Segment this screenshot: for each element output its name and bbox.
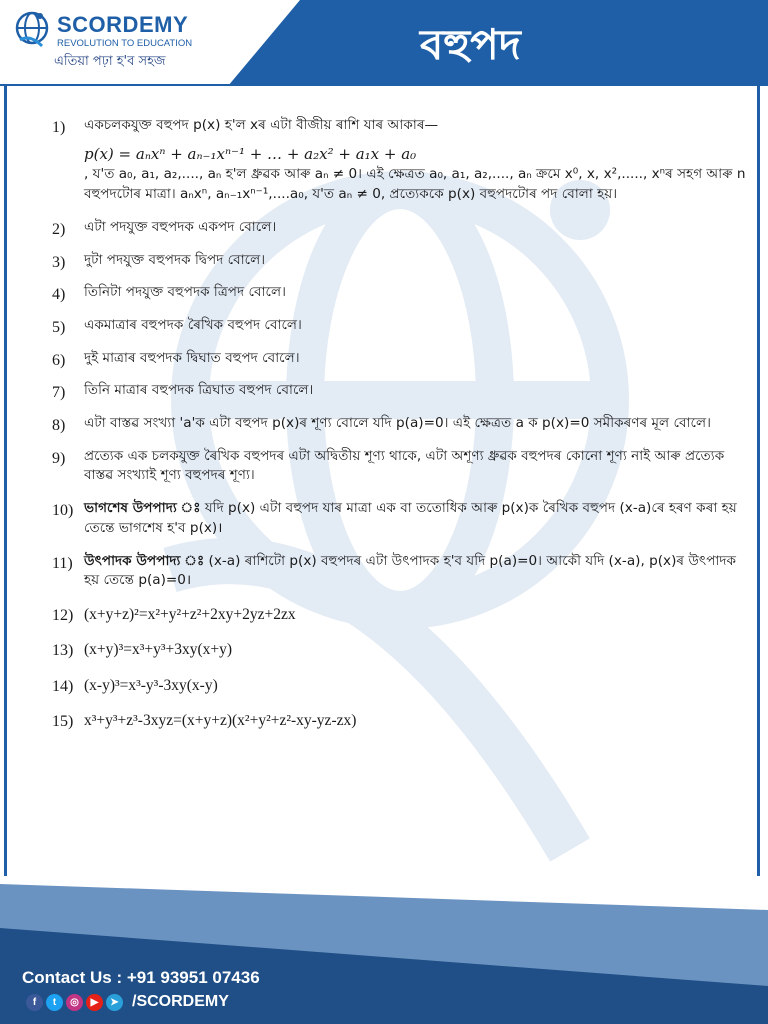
- instagram-icon[interactable]: ◎: [66, 994, 83, 1011]
- item-number: 7): [52, 384, 66, 402]
- brand-name: SCORDEMY: [57, 12, 189, 37]
- item-number: 13): [52, 642, 74, 660]
- item-number: 15): [52, 713, 74, 731]
- item-text: দুই মাত্ৰাৰ বহুপদক দ্বিঘাত বহুপদ বোলে।: [84, 349, 300, 366]
- item-text: তিনিটা পদযুক্ত বহুপদক ত্ৰিপদ বোলে।: [84, 284, 286, 301]
- social-handle[interactable]: /SCORDEMY: [132, 993, 229, 1010]
- list-item: [52, 251, 752, 271]
- item-text: [84, 499, 752, 538]
- theorem-name: ভাগশেষ উপপাদ্য ঃ: [84, 500, 201, 517]
- twitter-icon[interactable]: t: [46, 994, 63, 1011]
- item-number: 12): [52, 607, 74, 624]
- theorem-text: যদি p(x) এটা বহুপদ যাৰ মাত্ৰা এক বা ততোধিক আৰু p(x)ক ৰৈখিক বহুপদ (x-a)ৰে হৰণ কৰা হয় তেন্তে ভাগশেষ হ'ব p(x)।: [84, 500, 737, 536]
- item-text: দুটা পদযুক্ত বহুপদক দ্বিপদ বোলে।: [84, 251, 266, 268]
- item-text: প্ৰত্যেক এক চলকযুক্ত ৰৈখিক বহুপদৰ এটা অদ্বিতীয় শূণ্য থাকে, এটা অশূণ্য ধ্ৰুৱক বহুপদৰ কোনো শূণ্য নাই আৰু প্ৰত্যেক বাস্তৱ সংখ্যাই শূণ্য বহুপদৰ শূণ্য।: [84, 447, 725, 484]
- brand-tagline: এতিয়া পঢ়া হ'ব সহজ: [54, 54, 166, 69]
- page-footer: [0, 876, 768, 1024]
- item-text: [84, 552, 752, 591]
- list-item: [52, 381, 752, 401]
- contact-info: Contact Us : +91 93951 07436: [22, 968, 260, 987]
- item-text: একচলকযুক্ত বহুপদ p(x) হ'ল xৰ এটা বীজীয় ৰাশি যাৰ আকাৰ—: [84, 117, 439, 133]
- list-item: [52, 447, 752, 486]
- list-item: [52, 283, 752, 303]
- list-item: [52, 218, 752, 238]
- item-number: 11): [52, 554, 73, 572]
- identity-formula: (x+y+z)²=x²+y²+z²+2xy+2yz+2zx: [84, 606, 296, 623]
- item-number: 4): [52, 286, 66, 304]
- theorem-text: (x-a) ৰাশিটো p(x) বহুপদৰ এটা উৎপাদক হ'ব যদি p(a)=0। আকৌ যদি (x-a), p(x)ৰ উৎপাদক হয় তেন্তে p(a)=0।: [84, 552, 737, 589]
- globe-logo-icon: [12, 10, 52, 52]
- list-item: [52, 552, 752, 591]
- list-item: [52, 316, 752, 336]
- item-continuation: , য'ত a₀, a₁, a₂,...., aₙ হ'ল ধ্ৰুৱক আৰু aₙ ≠ 0। এই ক্ষেত্ৰত a₀, a₁, a₂,...., aₙ ক্ৰমে x⁰, x, x²,....., xⁿৰ সহগ আৰু n বহুপদটোৰ মাত্ৰা। aₙxⁿ, aₙ₋₁xⁿ⁻¹,....a₀, য'ত aₙ ≠ 0, প্ৰত্যেককে p(x) বহুপদটোৰ পদ বোলা হয়।: [84, 166, 746, 203]
- item-number: 10): [52, 502, 74, 520]
- facebook-icon[interactable]: f: [26, 994, 43, 1011]
- identity-formula: (x+y)³=x³+y³+3xy(x+y): [84, 641, 233, 659]
- item-number: 6): [52, 351, 66, 369]
- item-text: এটা বাস্তৱ সংখ্যা 'a'ক এটা বহুপদ p(x)ৰ শূণ্য বোলে যদি p(a)=0। এই ক্ষেত্ৰত a ক p(x)=0 সমীকৰণৰ মূল বোলে।: [84, 415, 711, 432]
- item-text: তিনি মাত্ৰাৰ বহুপদক ত্ৰিঘাত বহুপদ বোলে।: [84, 382, 314, 399]
- list-item: [52, 710, 752, 732]
- identity-formula: x³+y³+z³-3xyz=(x+y+z)(x²+y²+z²-xy-yz-zx): [84, 712, 357, 730]
- telegram-icon[interactable]: ➤: [106, 994, 123, 1011]
- identity-formula: (x-y)³=x³-y³-3xy(x-y): [84, 676, 218, 694]
- list-item: [52, 414, 752, 434]
- item-number: 8): [52, 417, 66, 435]
- list-item: [52, 675, 752, 697]
- brand-subtitle: REVOLUTION TO EDUCATION: [57, 38, 193, 49]
- list-item: [52, 639, 752, 661]
- item-number: 14): [52, 677, 74, 695]
- list-item: [52, 349, 752, 369]
- item-text: একমাত্ৰাৰ বহুপদক ৰৈখিক বহুপদ বোলে।: [84, 316, 302, 333]
- theorem-name: উৎপাদক উপপাদ্য ঃ: [84, 552, 205, 569]
- item-text: এটা পদযুক্ত বহুপদক একপদ বোলে।: [84, 218, 277, 235]
- content-list: [52, 116, 752, 746]
- social-links: [26, 992, 229, 1012]
- scordemy-logo: [12, 10, 242, 80]
- page-title: বহুপদ: [420, 20, 521, 69]
- list-item: [52, 116, 752, 205]
- youtube-icon[interactable]: ▶: [86, 994, 103, 1011]
- item-number: 9): [52, 449, 66, 467]
- list-item: [52, 604, 752, 626]
- item-number: 1): [52, 119, 66, 136]
- item-number: 2): [52, 220, 66, 238]
- item-number: 3): [52, 253, 66, 271]
- polynomial-formula: p(x) = aₙxⁿ + aₙ₋₁xⁿ⁻¹ + … + a₂x² + a₁x + a₀: [84, 144, 417, 163]
- item-number: 5): [52, 318, 66, 336]
- page-header: [0, 0, 768, 86]
- list-item: [52, 499, 752, 538]
